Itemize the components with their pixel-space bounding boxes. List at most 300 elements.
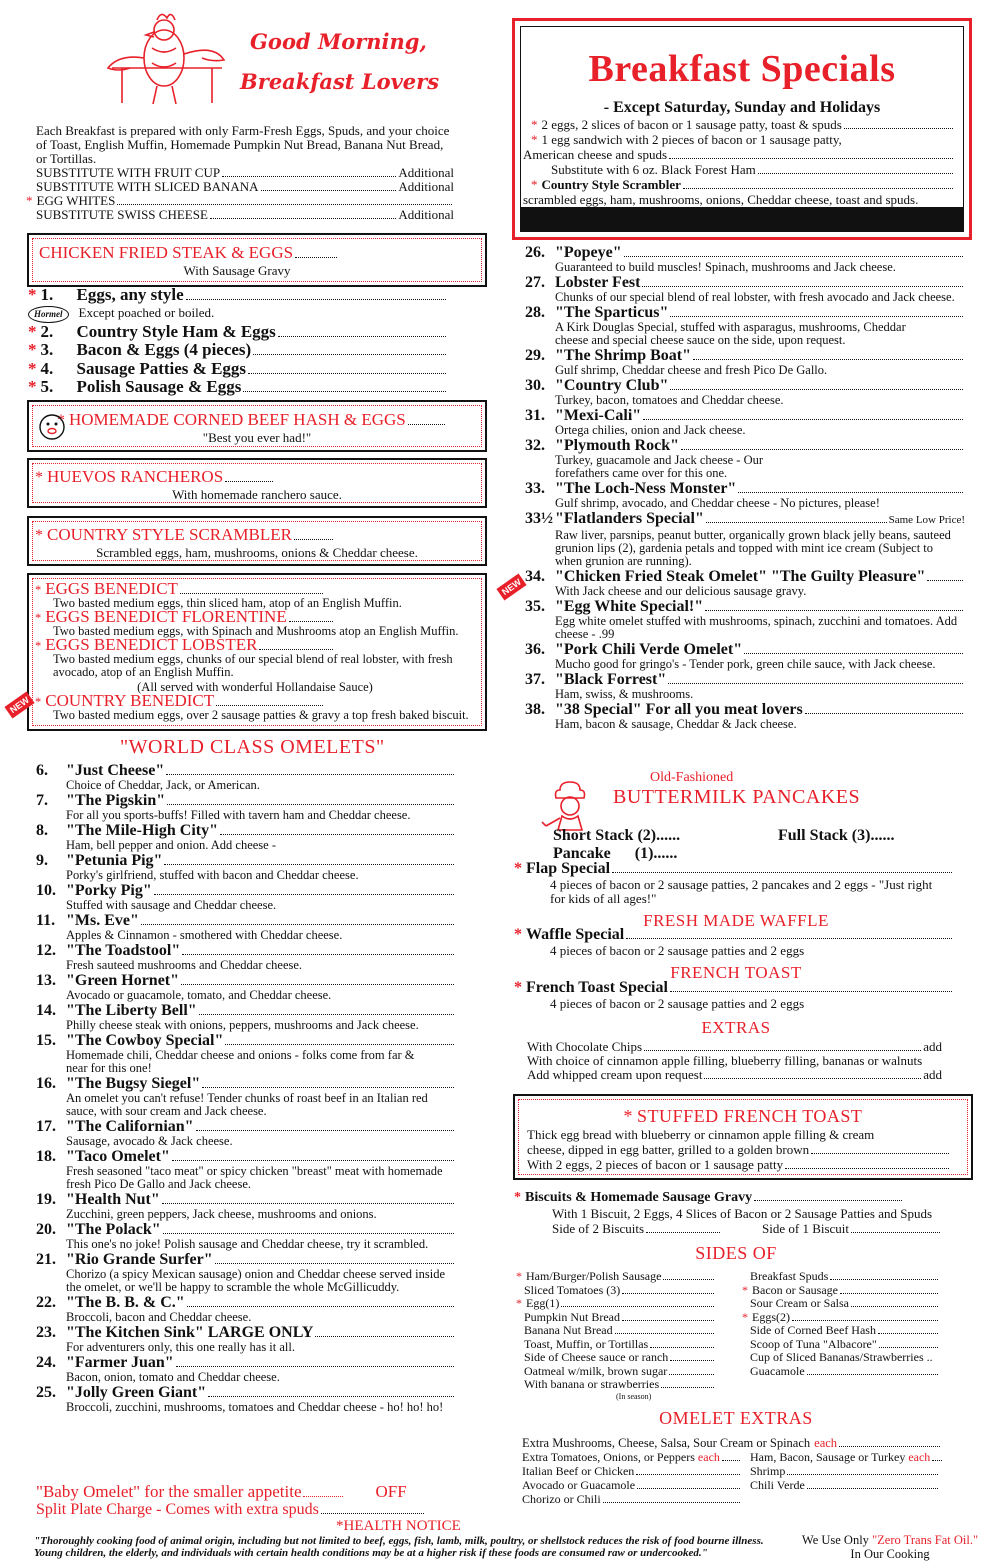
omelet-item [525,480,965,510]
benedict-title-row [35,635,335,654]
omelet-item [525,437,965,480]
huevos-title-row [35,467,275,487]
corned-beef-hash-box [27,400,487,452]
hash-desc: "Best you ever had!" [202,430,312,445]
item-number: 23. [36,1324,56,1341]
omelet-item [525,244,965,274]
item-number: 10. [36,882,56,899]
side-label: Eggs(2) [752,1309,790,1324]
item-name: "Ms. Eve" [66,912,139,929]
item-name: "Petunia Pig" [66,852,163,869]
special-text: Country Style Scrambler [541,177,681,192]
item-number: 20. [36,1221,56,1238]
item-number: 30. [525,377,545,394]
item-name: "The Liberty Bell" [66,1002,197,1019]
side-item [524,1378,716,1392]
full-stack: Full Stack (3)...... [778,827,895,844]
extras-label: With Chocolate Chips [527,1039,643,1054]
item-desc: For adventurers only, this one really has it all. [66,1340,295,1354]
item-number: 28. [525,304,545,321]
side-item [524,1324,716,1338]
side-item [524,1365,716,1379]
omelet-extra-label: Chili Verde [750,1478,805,1492]
side-label: With banana or strawberries [524,1377,660,1391]
biscuits-desc: With 1 Biscuit, 2 Eggs, 4 Slices of Bacon or 2 Sausage Patties and Spuds [552,1206,933,1221]
biscuits-title: Biscuits & Homemade Sausage Gravy [525,1190,753,1205]
sides-right-list [742,1270,940,1378]
item-name: "Green Hornet" [66,972,179,989]
omelet-item [36,1354,456,1384]
item-name: Country Style Ham & Eggs [76,321,276,341]
extras-head: EXTRAS [701,1018,771,1037]
item-number: 33½ [525,510,553,527]
item-desc: Chorizo (a spicy Mexican sausage) onion and Cheddar cheese served inside the omelet, or we'll be happy to scramble the whole McGillicuddy. [66,1267,446,1294]
zero-trans-highlight: "Zero Trans Fat Oil." [872,1533,979,1547]
waffle-head: FRESH MADE WAFFLE [643,911,829,930]
special-text: American cheese and spuds [523,147,668,162]
flap-name: Flap Special [526,860,611,877]
flap-special [514,860,954,906]
side-2-biscuits: Side of 2 Biscuits [552,1221,645,1236]
baby-omelet-row [36,1482,456,1502]
omelet-item [36,852,456,882]
omelet-extra-row [750,1478,940,1492]
item-name: "Chicken Fried Steak Omelet" "The Guilty Pleasure" [555,568,926,585]
item-desc: Choice of Cheddar, Jack, or American. [66,778,260,792]
star-icon: * [35,611,42,625]
omelet-item [36,1032,456,1075]
item-number: 19. [36,1191,56,1208]
substitute-label: SUBSTITUTE WITH SLICED BANANA [36,179,259,194]
item-desc: For all you sports-buffs! Filled with tavern ham and Cheddar cheese. [66,808,411,822]
omelet-item [525,598,965,641]
omelet-item [525,407,965,437]
omelet-item [36,1148,456,1191]
each-label: each [697,1450,720,1464]
omelet-item [36,882,456,912]
item-desc: Philly cheese steak with onions, peppers, mushrooms and Jack cheese. [66,1018,419,1032]
split-plate: Split Plate Charge - Comes with extra spuds [36,1501,319,1518]
benedict-title: EGGS BENEDICT LOBSTER [45,635,258,654]
side-label: Ham/Burger/Polish Sausage [526,1269,662,1283]
item-desc: A Kirk Douglas Special, stuffed with asparagus, mushrooms, Cheddar cheese and special cheese sauce on the side, upon request. [555,320,906,347]
same-low-price: Same Low Price! [888,514,965,526]
item-name: "The B. B. & C." [66,1294,185,1311]
item-number: 16. [36,1075,56,1092]
omelet-item [36,1221,456,1251]
omelet-extra-row [522,1478,742,1492]
benedict-desc: Two basted medium eggs, thin sliced ham, atop of an English Muffin. [53,596,402,610]
item-number: 32. [525,437,545,454]
item-name: Sausage Patties & Eggs [76,358,247,378]
side-item [524,1351,716,1365]
side-item [524,1338,716,1352]
hormel-logo: Hormel [28,306,69,323]
item-name: "Just Cheese" [66,762,165,779]
benedict-desc: Two basted medium eggs, chunks of our special blend of real lobster, with fresh avocado, atop of an English Muffin. [53,652,453,679]
zero-trans-line: In Our Cooking [850,1547,930,1561]
special-item [531,177,955,192]
side-item [750,1338,940,1352]
substitute-label: SUBSTITUTE WITH FRUIT CUP [36,165,221,180]
stuffed-line-text: With 2 eggs, 2 pieces of bacon or 1 sausage patty [527,1157,784,1172]
new-badge: NEW [4,692,34,719]
star-icon: * [26,193,33,208]
item-name: "Rio Grande Surfer" [66,1251,213,1268]
item-number: 7. [36,792,48,809]
star-icon: * [514,860,522,877]
item-desc: Raw liver, parsnips, peanut butter, organically grown black jelly beans, sauteed grunion lips (2), gardenia petals and topped with mint ice cream (Subject to when grunion are running). [555,528,951,568]
star-icon: * [57,412,65,429]
star-icon: * [28,321,37,341]
omelet-item [36,1191,456,1221]
biscuits-gravy [514,1190,964,1236]
item-desc: Ortega chilies, onion and Jack cheese. [555,423,746,437]
item-name: "Black Forrest" [555,671,667,688]
item-name: "The Sparticus" [555,304,669,321]
stuffed-desc [527,1127,951,1172]
side-label: Breakfast Spuds [750,1269,829,1283]
item-desc: Egg white omelet stuffed with mushrooms, spinach, zucchini and tomatoes. Add cheese - .99 [555,614,958,641]
item-number: 3. [40,340,54,359]
in-season: (In season) [616,1391,652,1401]
eggs-note: Except poached or boiled. [78,304,215,320]
omelet-item [525,671,965,701]
huevos-title: HUEVOS RANCHEROS [47,467,224,486]
side-label: Guacamole [750,1363,805,1378]
item-number: 11. [36,912,56,929]
item-desc: Ham, bacon & sausage, Cheddar & Jack cheese. [555,717,797,731]
special-text: 1 egg sandwich with 2 pieces of bacon or 1 sausage patty, [541,132,842,147]
specials-black-bar [520,207,964,232]
item-name: "Jolly Green Giant" [66,1384,207,1401]
omelet-extra-row [522,1450,742,1464]
side-item [750,1324,940,1338]
item-desc: Broccoli, bacon and Cheddar cheese. [66,1310,252,1324]
substitute-label: EGG WHITES [36,193,116,208]
item-desc: Avocado or guacamole, tomato, and Cheddar cheese. [66,988,332,1002]
omelets-left-list [36,762,456,1414]
omelet-extra-label: Extra Mushrooms, Cheese, Salsa, Sour Cream or Spinach [522,1436,811,1450]
item-name: "Egg White Special!" [555,598,704,615]
breakfast-intro [26,123,454,222]
extras-row [527,1040,942,1054]
intro-text: Each Breakfast is prepared with only Farm-Fresh Eggs, Spuds, and your choice of Toast, English Muffin, Homemade Pumpkin Nut Bread, Banana Nut Bread, or Tortillas. [36,123,450,166]
star-icon: * [28,340,37,359]
each-label: each [814,1436,838,1450]
star-icon: * [514,979,522,996]
omelet-item [36,822,456,852]
item-desc: Turkey, bacon, tomatoes and Cheddar cheese. [555,393,784,407]
extras-price: add [923,1039,942,1054]
hash-title: HOMEMADE CORNED BEEF HASH & EGGS [69,410,406,429]
item-number: 26. [525,244,545,261]
biscuits-row [514,1190,904,1206]
star-icon: * [514,1190,521,1205]
omelet-item [525,377,965,407]
star-icon: * [35,527,43,544]
star-icon: * [35,469,43,486]
side-label: Oatmeal w/milk, brown sugar [524,1363,668,1378]
item-name: "The Kitchen Sink" LARGE ONLY [66,1324,314,1341]
greeting [240,22,439,102]
huevos-desc: With homemade ranchero sauce. [172,487,342,502]
scrambler-title: COUNTRY STYLE SCRAMBLER [47,525,292,544]
star-icon: * [516,1296,522,1310]
each-label: each [908,1450,931,1464]
stuffed-line-text: cheese, dipped in egg batter, grilled to a golden brown [527,1142,810,1157]
substitute-row [36,166,454,180]
substitute-row [36,180,454,194]
french-name: French Toast Special [526,979,668,996]
egg-item [28,323,448,342]
item-number: 18. [36,1148,56,1165]
pancakes-pre-title: Old-Fashioned [650,770,734,785]
waffle-desc: 4 pieces of bacon or 2 sausage patties and 2 eggs [550,943,805,958]
omelet-item [36,942,456,972]
flap-row [514,860,954,878]
side-1-biscuit: Side of 1 Biscuit [762,1221,850,1236]
omelet-extra-label: Extra Tomatoes, Onions, or Peppers [522,1450,695,1464]
side-item [750,1297,940,1311]
side-label: Banana Nut Bread [524,1323,613,1337]
item-number: 13. [36,972,56,989]
omelet-extras-head: OMELET EXTRAS [659,1408,813,1428]
item-name: "The Loch-Ness Monster" [555,480,737,497]
star-icon: * [28,285,37,304]
omelet-item [36,912,456,942]
star-icon: * [531,117,538,132]
item-number: 2. [40,321,54,341]
item-name: "Flatlanders Special" [555,510,704,527]
item-number: 31. [525,407,545,424]
egg-item [28,341,448,360]
sides-head: SIDES OF [695,1243,777,1263]
short-stack: Short Stack (2)...... [553,827,681,844]
special-text: Substitute with 6 oz. Black Forest Ham [551,162,756,177]
waffle-name: Waffle Special [526,926,625,943]
biscuits-sides [552,1221,964,1236]
extras-label: Add whipped cream upon request [527,1067,703,1082]
omelets-title: "WORLD CLASS OMELETS" [120,736,385,758]
side-label: Pumpkin Nut Bread [524,1309,620,1324]
special-item [551,162,955,177]
item-number: 1. [40,285,54,304]
item-desc: Bacon, onion, tomato and Cheddar cheese. [66,1370,280,1384]
item-desc: Guaranteed to build muscles! Spinach, mushrooms and Jack cheese. [555,260,896,274]
item-desc: Broccoli, zucchini, mushrooms, tomatoes and Cheddar cheese - ho! ho! ho! [66,1400,444,1414]
star-icon: * [531,132,538,147]
benedict-note: (All served with wonderful Hollandaise Sauce) [137,680,373,694]
item-name: Polish Sausage & Eggs [76,377,242,396]
eggs-benedict-box [27,573,487,731]
item-name: "The Mile-High City" [66,822,218,839]
flap-desc: 4 pieces of bacon or 2 sausage patties, 2 pancakes and 2 eggs - "Just right for kids of all ages!" [550,877,933,906]
item-number: 5. [40,377,54,396]
item-name: "Pork Chili Verde Omelet" [555,641,743,658]
french-toast-head: FRENCH TOAST [670,963,802,982]
item-name: "Taco Omelet" [66,1148,170,1165]
star-icon: * [516,1269,522,1283]
star-icon: * [531,177,538,192]
extras-row: With choice of cinnamon apple filling, blueberry filling, bananas or walnuts [527,1053,923,1068]
omelet-item [525,510,965,568]
omelet-extra-row [522,1436,942,1450]
item-number: 14. [36,1002,56,1019]
country-benedict-title: COUNTRY BENEDICT [45,691,215,710]
item-name: "The Shrimp Boat" [555,347,692,364]
item-number: 6. [36,762,48,779]
item-desc: With Jack cheese and our delicious sausage gravy. [555,584,807,598]
side-item [750,1365,940,1379]
star-icon: * [35,695,42,709]
item-desc: Sausage, avocado & Jack cheese. [66,1134,233,1148]
benedict-list [35,579,475,722]
star-icon: * [514,926,522,943]
egg-item [28,360,448,379]
substitute-row [26,194,454,208]
side-label: Side of Corned Beef Hash [750,1323,876,1337]
item-desc: An omelet you can't refuse! Tender chunks of roast beef in an Italian red sauce, with sour cream and Jack cheese. [66,1091,428,1118]
item-number: 9. [36,852,48,869]
omelet-item [36,1294,456,1324]
omelet-item [525,274,965,304]
extras-list [527,1040,942,1082]
egg-item [28,378,448,397]
special-item [531,117,955,132]
waffle-row [514,926,954,944]
breakfast-specials-box [512,18,972,240]
star-icon: * [35,583,42,597]
item-desc: Zucchini, green peppers, Jack cheese, mushrooms and onions. [66,1207,377,1221]
zero-trans-fat [790,1533,990,1561]
item-number: 24. [36,1354,56,1371]
substitute-price: Additional [398,207,454,222]
scrambler-desc: Scrambled eggs, ham, mushrooms, onions & Cheddar cheese. [96,545,418,560]
item-number: 22. [36,1294,56,1311]
stuffed-line [527,1157,951,1172]
specials-subtitle: - Except Saturday, Sunday and Holidays [603,99,881,116]
waffle-special [514,926,954,958]
stuffed-title: STUFFED FRENCH TOAST [637,1106,863,1126]
greeting-line-2: Breakfast Lovers [240,69,440,94]
item-desc: Gulf shrimp, Cheddar cheese and fresh Pico De Gallo. [555,363,828,377]
side-label: Cup of Sliced Bananas/Strawberries .. [750,1350,933,1364]
omelet-extra-label: Chorizo or Chili [522,1492,601,1506]
french-desc: 4 pieces of bacon or 2 sausage patties and 2 eggs [550,996,805,1011]
side-item [516,1270,716,1284]
item-name: "The Californian" [66,1118,194,1135]
specials-title: Breakfast Specials [588,48,896,90]
french-toast-special [514,979,954,1011]
item-desc: Fresh sauteed mushrooms and Cheddar cheese. [66,958,303,972]
chicken-fried-steak-box [27,233,487,287]
side-label: Toast, Muffin, or Tortillas [524,1336,649,1351]
side-label: Scoop of Tuna "Albacore" [750,1336,877,1351]
omelet-extras-right [750,1450,940,1506]
specials-inner [520,26,964,210]
item-name: "The Polack" [66,1221,161,1238]
item-number: 36. [525,641,545,658]
item-desc: Stuffed with sausage and Cheddar cheese. [66,898,277,912]
item-name: "Country Club" [555,377,669,394]
item-number: 4. [40,358,54,378]
omelet-item [36,762,456,792]
item-desc: Porky's girlfriend, stuffed with bacon and Cheddar cheese. [66,868,359,882]
side-label: Egg(1) [526,1296,560,1310]
omelet-item [36,1324,456,1354]
special-item [531,132,955,147]
omelet-extras-left [522,1450,742,1506]
hash-title-row [57,410,447,430]
country-benedict-desc: Two basted medium eggs, over 2 sausage patties & gravy a top fresh baked biscuit. [53,708,469,722]
omelet-item [525,568,965,598]
omelet-extra-row [750,1464,940,1478]
item-number: 15. [36,1032,56,1049]
benedict-title: EGGS BENEDICT [45,579,178,598]
item-name: Eggs, any style [76,285,184,304]
item-desc: Ham, swiss, & mushrooms. [555,687,694,701]
omelet-item [525,304,965,347]
item-number: 29. [525,347,545,364]
side-item [750,1270,940,1284]
specials-lines [523,117,955,207]
item-name: "38 Special" For all you meat lovers [555,701,803,718]
item-number: 17. [36,1118,56,1135]
benedict-title-row [35,691,325,710]
star-icon: * [742,1282,748,1297]
side-label: Sour Cream or Salsa [750,1296,849,1310]
special-item: scrambled eggs, ham, mushrooms, onions, Cheddar cheese, toast and spuds. [523,192,919,207]
substitute-price: Additional [398,165,454,180]
omelet-extras-list [522,1436,942,1506]
item-name: "Mexi-Cali" [555,407,642,424]
star-icon: * [28,377,37,396]
item-desc: Mucho good for gringo's - Tender pork, green chile sauce, with Jack cheese. [555,657,936,671]
side-item [516,1297,716,1311]
omelet-extra-row [522,1464,742,1478]
item-name: Bacon & Eggs (4 pieces) [76,340,252,359]
baby-omelet: "Baby Omelet" for the smaller appetite [36,1482,302,1501]
item-number: 27. [525,274,545,291]
huevos-rancheros-box [27,458,487,508]
greeting-line-1: Good Morning, [250,29,427,54]
sides-left-list [516,1270,716,1401]
omelet-item [525,347,965,377]
stuffed-title-row [515,1106,971,1127]
star-icon: * [742,1309,748,1324]
item-desc: Homemade chili, Cheddar cheese and onions - folks come from far & near for this one! [66,1048,415,1075]
item-number: 12. [36,942,56,959]
pancakes-title: BUTTERMILK PANCAKES [613,786,861,808]
omelet-item [525,641,965,671]
omelet-item [525,701,965,731]
health-notice-text: "Thoroughly cooking food of animal origin, including but not limited to beef, eggs, fish, lamb, milk, poultry, or shellstock reduces the risk of food bourne illness. Young children, the elderly, and individuals with certain health conditions may be at a higher risk if these foods are consumed raw or undercooked." [34,1535,764,1559]
egg-item [28,286,448,305]
zero-trans-line: We Use Only [801,1533,869,1547]
omelet-extra-label: Avocado or Guacamole [522,1478,636,1492]
stuffed-line [527,1142,951,1157]
omelet-item [36,792,456,822]
item-number: 25. [36,1384,56,1401]
cfs-title-row [39,243,339,263]
item-number: 33. [525,480,545,497]
omelet-extra-label: Shrimp [750,1464,786,1478]
omelet-extras-columns [522,1450,942,1506]
omelet-item [36,1118,456,1148]
benedict-title-row [35,579,325,598]
star-icon: * [623,1106,634,1126]
